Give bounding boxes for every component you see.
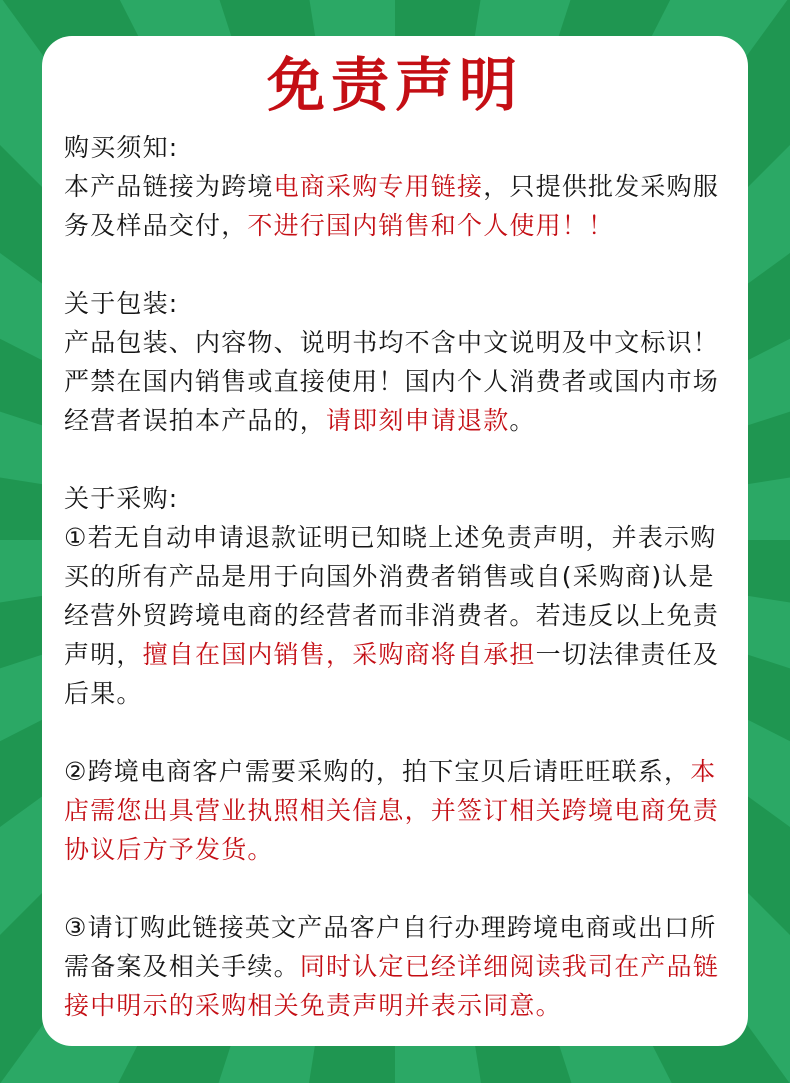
highlight-segment: 不进行国内销售和个人使用！！ — [247, 211, 615, 240]
text-segment: ，只提供批发采购服务及样品交付， — [64, 172, 720, 240]
packaging-heading: 关于包装: — [64, 289, 179, 318]
highlight-segment: 电商采购专用链接 — [273, 172, 484, 201]
purchase-notice-paragraph — [64, 167, 726, 245]
purchasing-section — [64, 479, 726, 1025]
purchase-notice-heading: 购买须知: — [64, 133, 179, 162]
spacer — [64, 245, 726, 284]
purchasing-heading: 关于采购: — [64, 484, 179, 513]
highlight-segment: 擅自在国内销售，采购商将自承担 — [142, 640, 536, 669]
purchasing-item-1 — [64, 518, 726, 713]
text-segment: 一切法律责任及后果。 — [64, 640, 720, 708]
spacer — [64, 869, 726, 908]
text-segment: 。 — [509, 406, 536, 435]
packaging-paragraph — [64, 323, 726, 440]
text-segment: 产品包装、内容物、说明书均不含中文说明及中文标识！严禁在国内销售或直接使用！国内个人消费者或国内市场经营者误拍本产品的， — [64, 328, 720, 435]
text-segment: ②跨境电商客户需要采购的，拍下宝贝后请旺旺联系， — [64, 757, 691, 786]
text-segment: ③请订购此链接英文产品客户自行办理跨境电商或出口所需备案及相关手续。 — [64, 913, 717, 981]
purchasing-item-3 — [64, 908, 726, 1025]
page-title: 免责声明 — [266, 51, 523, 119]
text-segment: 本产品链接为跨境 — [64, 172, 274, 201]
purchase-notice-section — [64, 128, 726, 245]
highlight-segment: 同时认定已经详细阅读我司在产品链接中明示的采购相关免责声明并表示同意。 — [64, 952, 720, 1020]
spacer — [64, 440, 726, 479]
text-segment: ①若无自动申请退款证明已知晓上述免责声明，并表示购买的所有产品是用于向国外消费者销售或自(采购商)认是经营外贸跨境电商的经营者而非消费者。若违反以上免责声明， — [64, 523, 720, 669]
disclaimer-card — [42, 36, 748, 1046]
highlight-segment: 请即刻申请退款 — [326, 406, 510, 435]
packaging-section — [64, 284, 726, 440]
spacer — [64, 713, 726, 752]
highlight-segment: 本店需您出具营业执照相关信息，并签订相关跨境电商免责协议后方予发货。 — [64, 757, 720, 864]
purchasing-item-2 — [64, 752, 726, 869]
